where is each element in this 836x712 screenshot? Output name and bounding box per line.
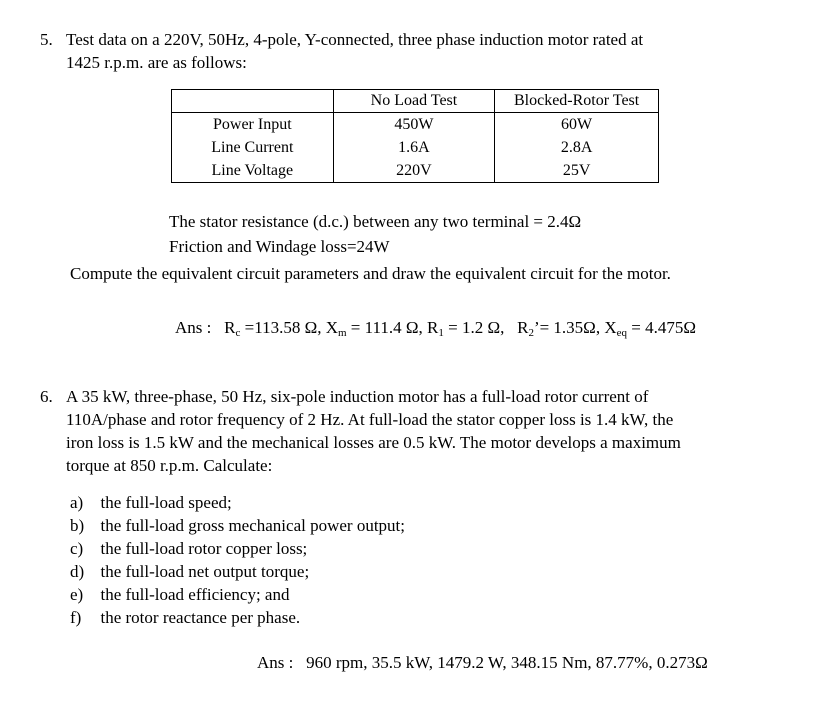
table-header-cell: No Load Test <box>333 90 495 113</box>
table-cell: Power Input <box>172 113 334 137</box>
list-item <box>70 493 232 513</box>
rc-subscript: c <box>235 327 241 339</box>
list-item-label: f) <box>70 608 82 627</box>
table-cell: 220V <box>333 159 495 183</box>
q5-number: 5. <box>40 30 53 49</box>
q6-number: 6. <box>40 387 53 406</box>
table-cell: 450W <box>333 113 495 137</box>
r1-symbol: R <box>427 318 439 337</box>
list-item <box>70 608 300 628</box>
table-row <box>172 159 659 183</box>
xeq-subscript: eq <box>616 327 627 339</box>
xeq-symbol: X <box>604 318 617 337</box>
rc-value: =113.58 Ω, <box>240 318 326 337</box>
list-item <box>70 539 307 559</box>
table-row <box>172 136 659 159</box>
test-data-table <box>171 89 659 183</box>
list-item-label: a) <box>70 493 84 512</box>
table-header-row <box>172 90 659 113</box>
table-cell: 1.6A <box>333 136 495 159</box>
r2-subscript: 2 <box>528 327 534 339</box>
table-cell: 60W <box>495 113 659 137</box>
list-item <box>70 516 405 536</box>
list-item-label: c) <box>70 539 84 558</box>
table-header-cell: Blocked-Rotor Test <box>495 90 659 113</box>
r2-symbol: R <box>517 318 529 337</box>
xm-subscript: m <box>337 327 347 339</box>
table-row <box>172 113 659 137</box>
q5-text-line1: Test data on a 220V, 50Hz, 4-pole, Y-connected, three phase induction motor rated at <box>66 30 644 49</box>
list-item-label: e) <box>70 585 84 604</box>
list-item <box>70 562 309 582</box>
list-item-text: the rotor reactance per phase. <box>100 608 301 627</box>
xm-value: = 111.4 Ω, <box>346 318 428 337</box>
q6-text-line: 110A/phase and rotor frequency of 2 Hz. At full-load the stator copper loss is 1.4 kW, the <box>66 410 674 429</box>
answer-label: Ans : <box>257 653 294 672</box>
list-item-text: the full-load efficiency; and <box>100 585 290 604</box>
r1-subscript: 1 <box>438 327 444 339</box>
r1-value: = 1.2 Ω, <box>443 318 505 337</box>
r2-value: ’= 1.35Ω, <box>533 318 605 337</box>
table-cell: 25V <box>495 159 659 183</box>
list-item-label: b) <box>70 516 85 535</box>
answer-label: Ans : <box>175 318 212 337</box>
table-cell: 2.8A <box>495 136 659 159</box>
list-item-text: the full-load rotor copper loss; <box>100 539 308 558</box>
table-cell: Line Voltage <box>172 159 334 183</box>
q5-answer <box>175 318 696 338</box>
q6-text-line: iron loss is 1.5 kW and the mechanical losses are 0.5 kW. The motor develops a maximum <box>66 433 681 452</box>
list-item-text: the full-load gross mechanical power output; <box>100 516 405 535</box>
q6-text-line: torque at 850 r.p.m. Calculate: <box>66 456 273 475</box>
list-item-text: the full-load speed; <box>100 493 232 512</box>
friction-loss-text: Friction and Windage loss=24W <box>169 237 390 256</box>
list-item <box>70 585 289 605</box>
table-cell: Line Current <box>172 136 334 159</box>
stator-resistance-text: The stator resistance (d.c.) between any two terminal = 2.4Ω <box>169 212 582 231</box>
q5-text-line2: 1425 r.p.m. are as follows: <box>66 53 247 72</box>
answer-text: 960 rpm, 35.5 kW, 1479.2 W, 348.15 Nm, 87.77%, 0.273Ω <box>306 653 708 672</box>
xeq-value: = 4.475Ω <box>627 318 696 337</box>
q6-answer <box>257 653 708 673</box>
table-header-cell <box>172 90 334 113</box>
compute-instruction: Compute the equivalent circuit parameters and draw the equivalent circuit for the motor. <box>70 264 671 283</box>
xm-symbol: X <box>325 318 338 337</box>
q6-text-line: A 35 kW, three-phase, 50 Hz, six-pole induction motor has a full-load rotor current of <box>66 387 649 406</box>
rc-symbol: R <box>224 318 236 337</box>
list-item-label: d) <box>70 562 85 581</box>
list-item-text: the full-load net output torque; <box>100 562 310 581</box>
